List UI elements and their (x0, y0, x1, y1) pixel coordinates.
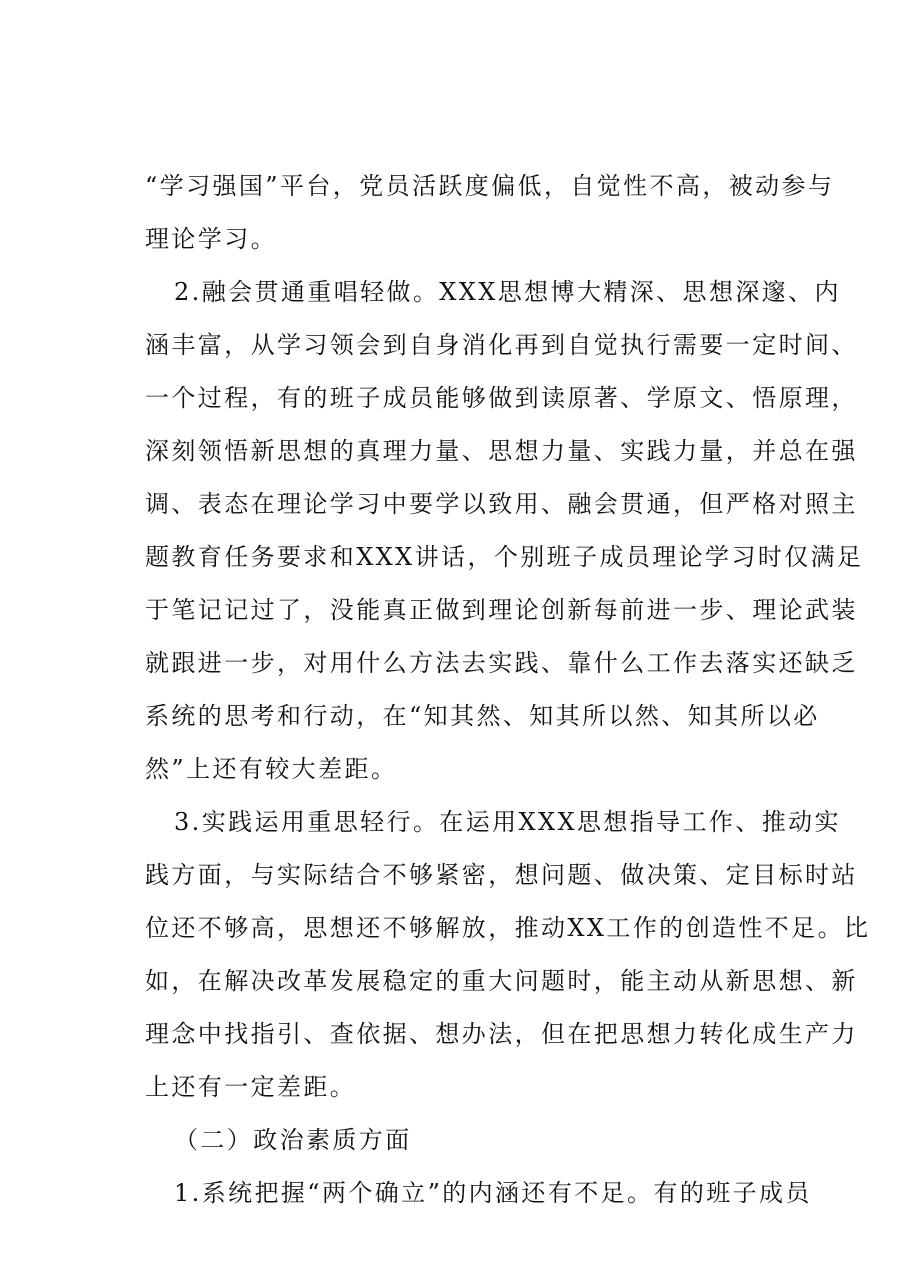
text-line: 一个过程，有的班子成员能够做到读原著、学原文、悟原理， (145, 384, 858, 412)
text-line: 调、表态在理论学习中要学以致用、融会贯通，但严格对照主 (145, 490, 858, 518)
text-line: 深刻领悟新思想的真理力量、思想力量、实践力量，并总在强 (145, 437, 858, 465)
text-line: 涵丰富，从学习领会到自身消化再到自觉执行需要一定时间、 (145, 331, 858, 359)
text-line: 理念中找指引、查依据、想办法，但在把思想力转化成生产力 (145, 1020, 858, 1048)
paragraph-start-line: 3.实践运用重思轻行。在运用XXX思想指导工作、推动实 (174, 808, 841, 836)
text-line: 理论学习。 (145, 225, 277, 253)
text-line: 然”上还有较大差距。 (145, 755, 398, 783)
text-line: 位还不够高，思想还不够解放，推动XX工作的创造性不足。比 (145, 914, 871, 942)
text-line: 系统的思考和行动，在“知其然、知其所以然、知其所以必 (145, 702, 820, 730)
text-line: 就跟进一步，对用什么方法去实践、靠什么工作去落实还缺乏 (145, 649, 858, 677)
paragraph-start-line: 1.系统把握“两个确立”的内涵还有不足。有的班子成员 (174, 1179, 812, 1207)
text-line: 于笔记记过了，没能真正做到理论创新每前进一步、理论武装 (145, 596, 858, 624)
text-line: 践方面，与实际结合不够紧密，想问题、做决策、定目标时站 (145, 861, 858, 889)
text-line: 如，在解决改革发展稳定的重大问题时，能主动从新思想、新 (145, 967, 858, 995)
text-line: 题教育任务要求和XXX讲话，个别班子成员理论学习时仅满足 (145, 543, 864, 571)
text-line: 上还有一定差距。 (145, 1073, 357, 1101)
text-line: “学习强国”平台，党员活跃度偏低，自觉性不高，被动参与 (145, 172, 835, 200)
paragraph-start-line: 2.融会贯通重唱轻做。XXX思想博大精深、思想深邃、内 (174, 278, 841, 306)
section-heading: （二）政治素质方面 (174, 1126, 412, 1154)
